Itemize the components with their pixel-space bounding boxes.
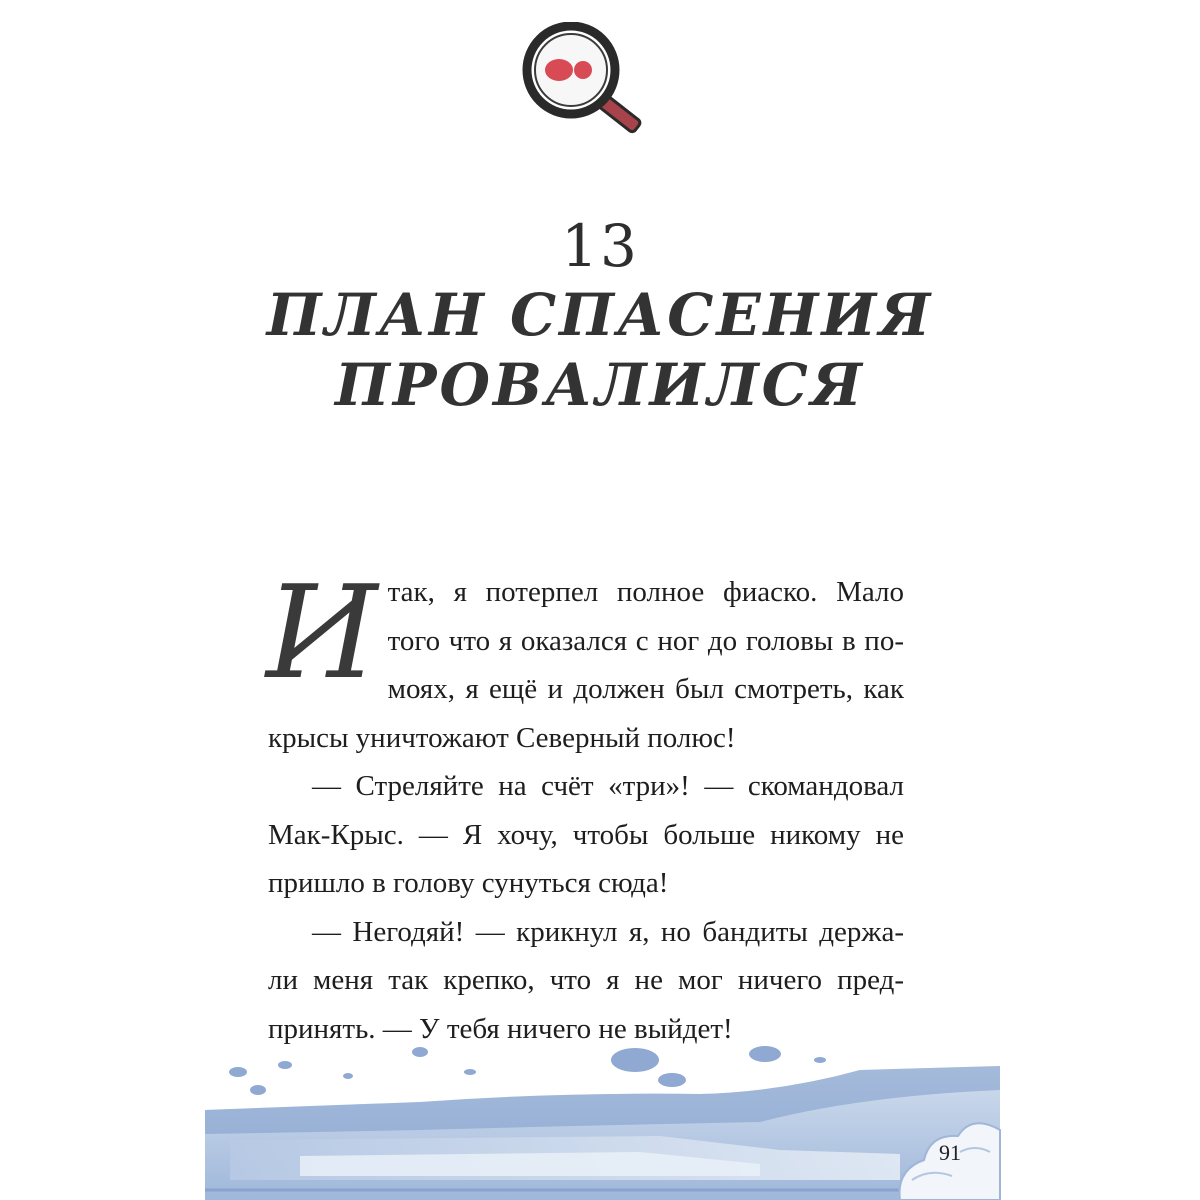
text-line: пришло в голову сунуться сюда! <box>268 867 669 899</box>
chapter-title-line-2: ПРОВАЛИЛСЯ <box>335 351 865 419</box>
text-line: принять. — У тебя ничего не выйдет! <box>268 1012 733 1045</box>
paragraph-2 <box>268 762 904 908</box>
snowy-ice-landscape <box>0 1030 1200 1200</box>
text-line: ли меня так крепко, что я не мог ничего пред- <box>268 964 904 996</box>
paragraph-1 <box>266 559 904 762</box>
chapter-number: 13 <box>561 212 639 280</box>
text-line: — Стреляйте на счёт «три»! — скомандовал <box>312 770 904 802</box>
drop-cap: И <box>266 559 378 708</box>
text-line: Мак-Крыс. — Я хочу, чтобы больше никому не <box>268 818 904 851</box>
text-line: того что я оказался с ног до головы в по- <box>387 624 904 657</box>
chapter-title-line-1: ПЛАН СПАСЕНИЯ <box>266 281 934 349</box>
magnifying-glass-footprint-icon <box>519 22 651 138</box>
page-number: 91 <box>939 1140 961 1165</box>
text-line: крысы уничтожают Северный полюс! <box>268 721 736 754</box>
text-line: моях, я ещё и должен был смотреть, как <box>387 673 904 705</box>
body-text <box>266 559 904 1053</box>
text-line: — Негодяй! — крикнул я, но бандиты держа- <box>312 915 904 948</box>
text-line: так, я потерпел полное фиаско. Мало <box>387 576 904 608</box>
